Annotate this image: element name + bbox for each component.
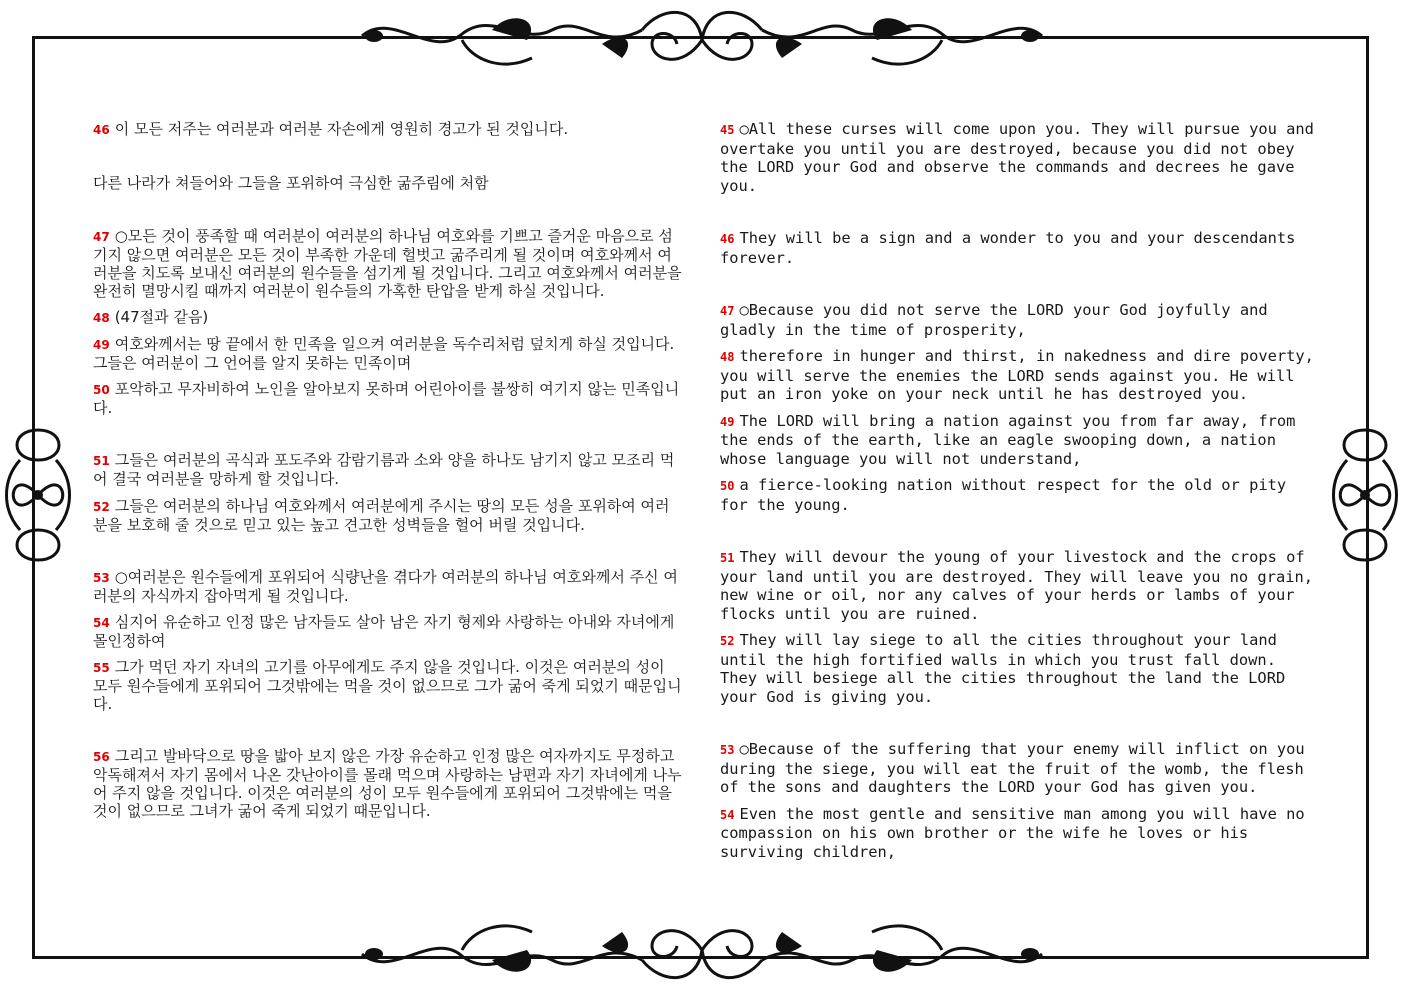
verse-number: 53 <box>720 743 735 757</box>
verse-48-ko <box>93 308 683 327</box>
verse-text: They will lay siege to all the cities throughout your land until the high fortified walls in which you trust fall down. They will besiege all the cities throughout the land the LORD your God is giving you. <box>720 631 1286 706</box>
verse-text: ○All these curses will come upon you. They will pursue you and overtake you until you are destroyed, because you did not obey the LORD your God and observe the commands and decrees he gave you. <box>720 120 1314 195</box>
verse-51-ko <box>93 451 683 488</box>
verse-text: a fierce-looking nation without respect for the old or pity for the young. <box>720 476 1287 514</box>
verse-text: They will devour the young of your livestock and the crops of your land until you are destroyed. They will leave you no grain, new wine or oil, nor any calves of your herds or lambs of your flocks until you are ruined. <box>720 548 1314 623</box>
verse-text: ○Because you did not serve the LORD your God joyfully and gladly in the time of prosperity, <box>720 301 1268 339</box>
verse-51-en <box>720 548 1315 623</box>
verse-number: 55 <box>93 661 110 675</box>
verse-number: 47 <box>93 230 110 244</box>
verse-text: 심지어 유순하고 인정 많은 남자들도 살아 남은 자기 형제와 사랑하는 아내와 자녀에게 몰인정하여 <box>93 613 675 650</box>
verse-50-ko <box>93 380 683 417</box>
verse-52-ko <box>93 497 683 534</box>
verse-number: 52 <box>720 634 735 648</box>
verse-text: 그리고 발바닥으로 땅을 밟아 보지 않은 가장 유순하고 인정 많은 여자까지도 무정하고 악독해져서 자기 몸에서 나온 갓난아이를 몰래 먹으며 사랑하는 남편과 자기 자녀에게 나누어 주지 않을 것입니다. 이것은 여러분의 성이 모두 원수들에게 포위되어 그것밖에는 먹을 것이 없으므로 그녀가 굶어 죽게 되었기 때문입니다. <box>93 747 682 820</box>
verse-text: ○여러분은 원수들에게 포위되어 식량난을 겪다가 여러분의 하나님 여호와께서 주신 여러분의 자식까지 잡아먹게 될 것입니다. <box>93 568 678 605</box>
verse-47-en <box>720 301 1315 339</box>
verse-number: 45 <box>720 123 735 137</box>
verse-55-ko <box>93 658 683 713</box>
verse-49-en <box>720 412 1315 469</box>
verse-text: The LORD will bring a nation against you from far away, from the ends of the earth, like an eagle swooping down, a nation whose language you will not understand, <box>720 411 1296 468</box>
verse-46-ko <box>93 120 683 139</box>
top-scroll-ornament-icon <box>352 0 1052 82</box>
verse-number: 56 <box>93 750 110 764</box>
verse-49-ko <box>93 335 683 372</box>
verse-number: 50 <box>93 383 110 397</box>
verse-text: 그가 먹던 자기 자녀의 고기를 아무에게도 주지 않을 것입니다. 이것은 여러분의 성이 모두 원수들에게 포위되어 그것밖에는 먹을 것이 없으므로 그가 굶어 죽게 되었기 때문입니다. <box>93 658 682 713</box>
verse-text: They will be a sign and a wonder to you and your descendants forever. <box>720 229 1296 267</box>
verse-text: Even the most gentle and sensitive man among you will have no compassion on his own brother or the wife he loves or his surviving children, <box>720 804 1305 861</box>
left-scroll-ornament-icon <box>0 420 76 570</box>
verse-50-en <box>720 476 1315 514</box>
verse-number: 51 <box>720 551 735 565</box>
right-scroll-ornament-icon <box>1327 420 1403 570</box>
english-column <box>720 118 1315 861</box>
verse-56-ko <box>93 747 683 820</box>
verse-54-en <box>720 805 1315 862</box>
verse-number: 50 <box>720 479 735 493</box>
verse-number: 53 <box>93 571 110 585</box>
verse-text: (47절과 같음) <box>114 308 209 326</box>
korean-column <box>93 118 683 820</box>
verse-number: 47 <box>720 304 735 318</box>
verse-number: 51 <box>93 454 110 468</box>
verse-text: 이 모든 저주는 여러분과 여러분 자손에게 영원히 경고가 된 것입니다. <box>114 120 569 138</box>
verse-46-en <box>720 229 1315 267</box>
verse-47-ko <box>93 227 683 300</box>
verse-54-ko <box>93 613 683 650</box>
verse-number: 46 <box>720 232 735 246</box>
verse-45-en <box>720 120 1315 195</box>
verse-number: 46 <box>93 123 110 137</box>
verse-text: therefore in hunger and thirst, in nakedness and dire poverty, you will serve the enemies the LORD sends against you. He will put an iron yoke on your neck until he has destroyed you. <box>720 347 1314 403</box>
verse-text: ○모든 것이 풍족할 때 여러분이 여러분의 하나님 여호와를 기쁘고 즐거운 마음으로 섬기지 않으면 여러분은 모든 것이 부족한 가운데 헐벗고 굶주리게 될 것이며 여호와께서 여러분을 치도록 보내신 여러분의 원수들을 섬기게 될 것입니다. 그리고 여호와께서 여러분을 완전히 멸망시킬 때까지 여러분이 원수들의 가혹한 탄압을 받게 하실 것입니다. <box>93 227 682 300</box>
verse-number: 49 <box>93 338 110 352</box>
verse-number: 52 <box>93 500 110 514</box>
verse-text: 그들은 여러분의 하나님 여호와께서 여러분에게 주시는 땅의 모든 성을 포위하여 여러분을 보호해 줄 것으로 믿고 있는 높고 견고한 성벽들을 헐어 버릴 것입니다. <box>93 497 670 534</box>
verse-48-en <box>720 347 1315 404</box>
verse-53-ko <box>93 568 683 605</box>
section-heading-ko <box>93 174 683 192</box>
verse-number: 48 <box>720 350 735 364</box>
bottom-scroll-ornament-icon <box>352 908 1052 992</box>
verse-text: ○Because of the suffering that your enemy will inflict on you during the siege, you will eat the fruit of the womb, the flesh of the sons and daughters the LORD your God has given you. <box>720 740 1305 796</box>
verse-number: 48 <box>93 311 110 325</box>
verse-text: 포악하고 무자비하여 노인을 알아보지 못하며 어린아이를 불쌍히 여기지 않는 민족입니다. <box>93 380 680 417</box>
verse-number: 54 <box>93 616 110 630</box>
verse-text: 그들은 여러분의 곡식과 포도주와 감람기름과 소와 양을 하나도 남기지 않고 모조리 먹어 결국 여러분을 망하게 할 것입니다. <box>93 451 675 488</box>
verse-53-en <box>720 740 1315 797</box>
verse-text: 여호와께서는 땅 끝에서 한 민족을 일으켜 여러분을 독수리처럼 덮치게 하실 것입니다. 그들은 여러분이 그 언어를 알지 못하는 민족이며 <box>93 335 675 372</box>
verse-number: 54 <box>720 807 735 822</box>
verse-52-en <box>720 631 1315 706</box>
section-heading-text: 다른 나라가 쳐들어와 그들을 포위하여 극심한 굶주림에 처함 <box>93 174 489 192</box>
verse-number: 49 <box>720 414 735 429</box>
